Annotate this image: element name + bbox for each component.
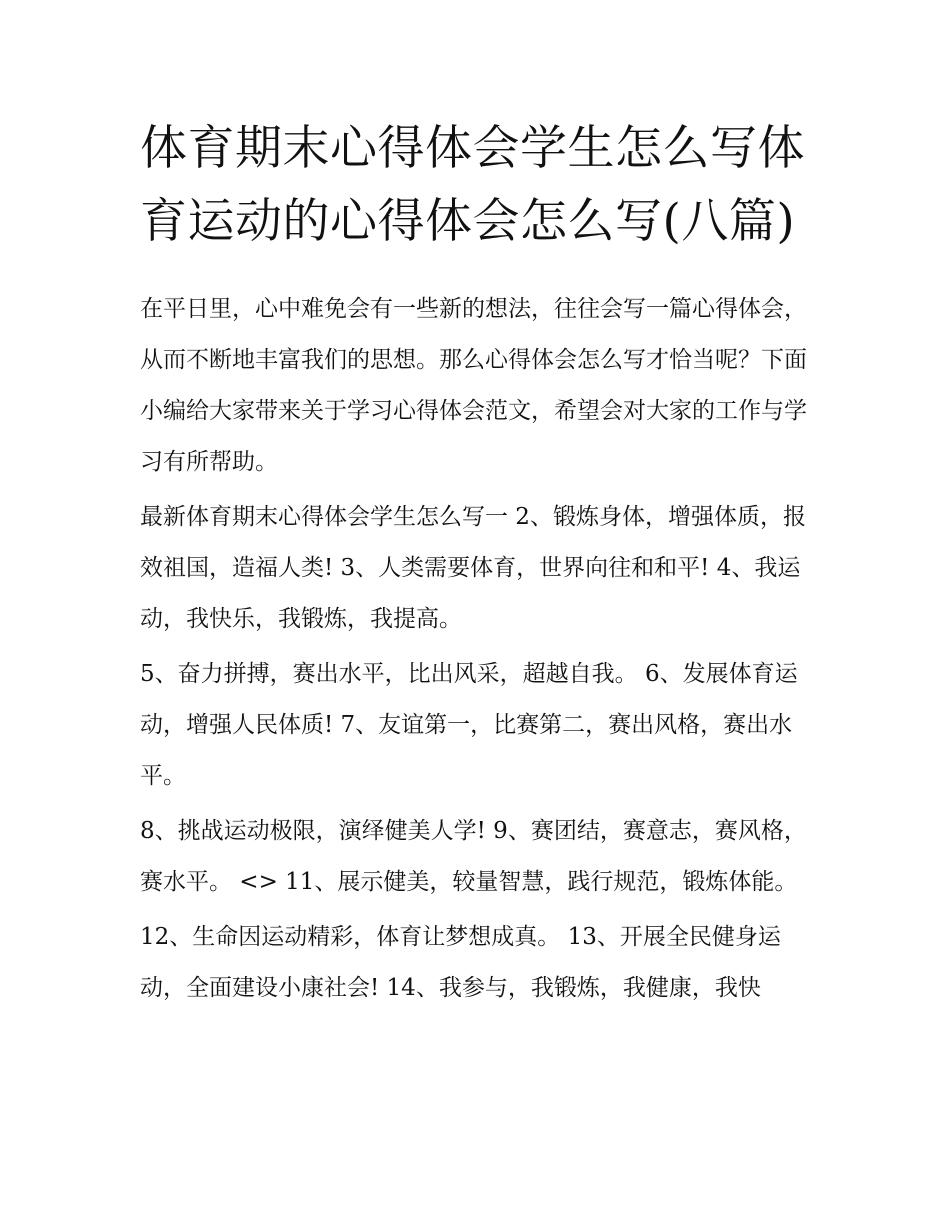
intro-paragraph: 在平日里，心中难免会有一些新的想法，往往会写一篇心得体会，从而不断地丰富我们的思想。那么心得体会怎么写才恰当呢？下面小编给大家带来关于学习心得体会范文，希望会对大家的工作与学习有所帮助。 (140, 296, 807, 475)
slogan-paragraph-1: 最新体育期末心得体会学生怎么写一 2、锻炼身体，增强体质，报效祖国，造福人类! 3、人类需要体育，世界向往和和平! 4、我运动，我快乐，我锻炼，我提高。 (140, 504, 806, 632)
document-title: 体育期末心得体会学生怎么写体育运动的心得体会怎么写(八篇) (140, 121, 805, 249)
slogan-paragraph-2: 5、奋力拼搏，赛出水平，比出风采，超越自我。 6、发展体育运动，增强人民体质! 7、友谊第一，比赛第二，赛出风格，赛出水平。 (140, 661, 798, 789)
document-page (140, 112, 812, 1014)
slogan-paragraph-3: 8、挑战运动极限，演绎健美人学! 9、赛团结，赛意志，赛风格，赛水平。 <> 11、展示健美，较量智慧，践行规范，锻炼体能。 (140, 818, 807, 895)
slogan-paragraph-4: 12、生命因运动精彩，体育让梦想成真。 13、开展全民健身运动，全面建设小康社会! 14、我参与，我锻炼，我健康，我快 (140, 924, 781, 1001)
